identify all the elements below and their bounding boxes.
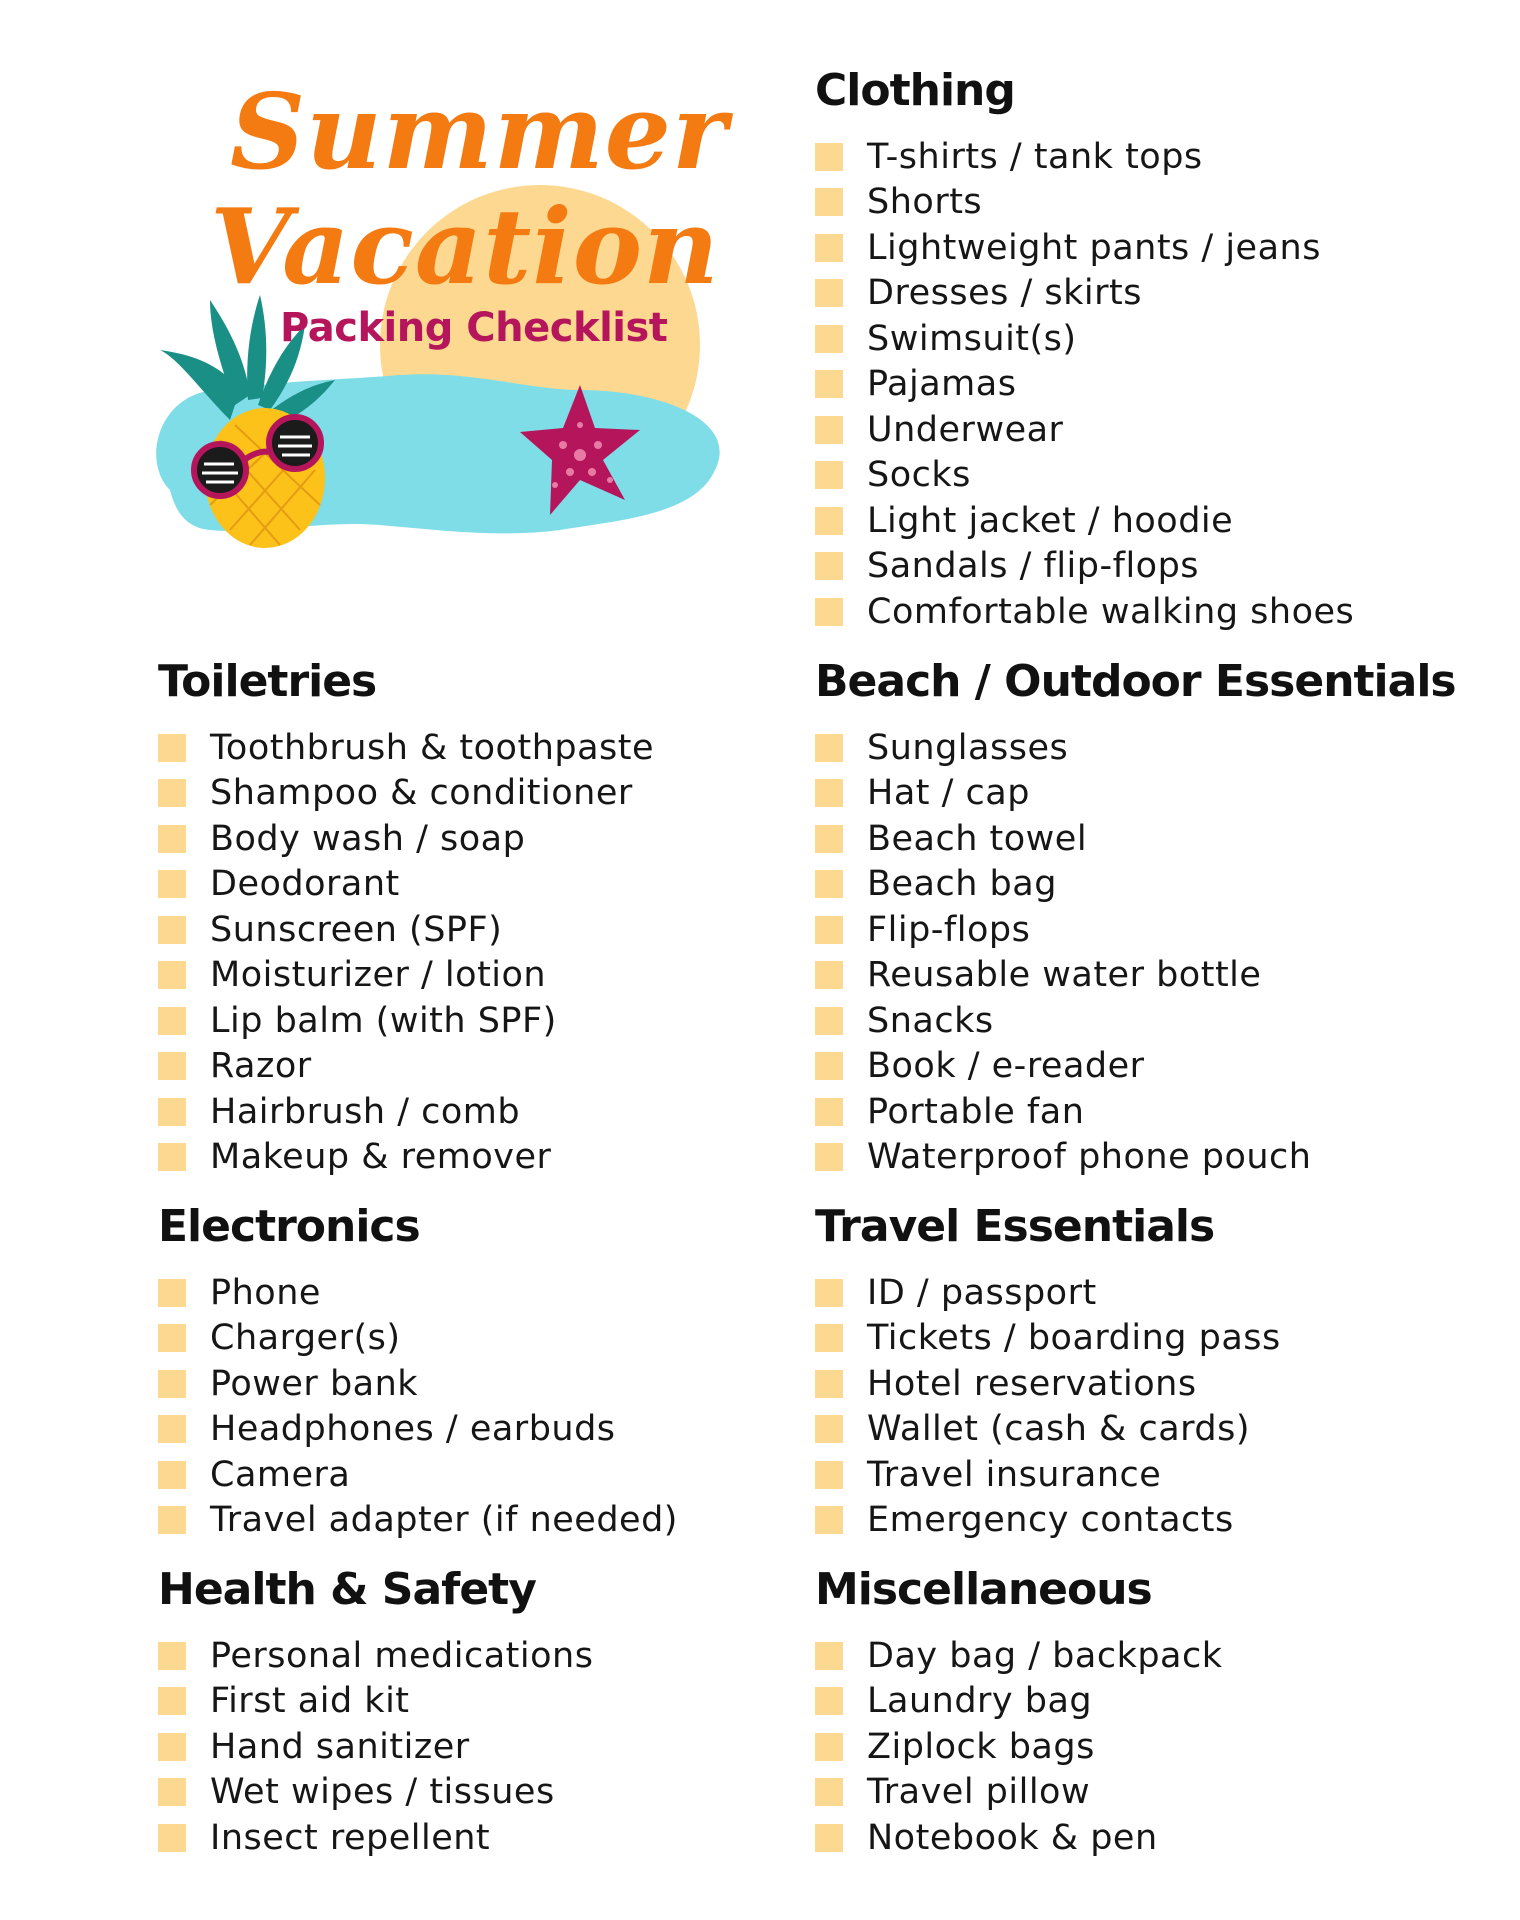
checklist-item[interactable] bbox=[158, 953, 654, 999]
checkbox[interactable] bbox=[158, 1778, 186, 1806]
item-label: Sunglasses bbox=[867, 727, 1069, 768]
item-label: T-shirts / tank tops bbox=[867, 136, 1203, 177]
checkbox[interactable] bbox=[158, 1642, 186, 1670]
checklist-item[interactable] bbox=[815, 907, 1456, 953]
checklist-item[interactable] bbox=[815, 725, 1456, 771]
checklist-item[interactable] bbox=[158, 1044, 654, 1090]
checklist-item[interactable] bbox=[815, 1407, 1281, 1453]
checklist bbox=[158, 1270, 678, 1543]
item-label: Dresses / skirts bbox=[867, 273, 1142, 314]
section-toiletries bbox=[158, 653, 654, 1180]
item-label: Tickets / boarding pass bbox=[867, 1318, 1281, 1359]
checklist-item[interactable] bbox=[815, 1135, 1456, 1181]
item-label: Snacks bbox=[867, 1000, 994, 1041]
checkbox[interactable] bbox=[815, 1324, 843, 1352]
hero-illustration bbox=[140, 60, 740, 580]
checkbox[interactable] bbox=[815, 1461, 843, 1489]
item-label: Book / e-reader bbox=[867, 1046, 1145, 1087]
checkbox[interactable] bbox=[815, 825, 843, 853]
checkbox[interactable] bbox=[815, 234, 843, 262]
checkbox[interactable] bbox=[158, 1733, 186, 1761]
checkbox[interactable] bbox=[158, 1007, 186, 1035]
title-line-1: Summer bbox=[230, 70, 728, 193]
checklist-item[interactable] bbox=[815, 816, 1456, 862]
checklist bbox=[815, 1270, 1281, 1543]
item-label: Reusable water bottle bbox=[867, 955, 1262, 996]
checklist-item[interactable] bbox=[815, 1498, 1281, 1544]
checklist bbox=[815, 134, 1354, 635]
item-label: Laundry bag bbox=[867, 1681, 1093, 1722]
item-label: Shorts bbox=[867, 182, 983, 223]
item-label: ID / passport bbox=[867, 1272, 1097, 1313]
checklist-item[interactable] bbox=[815, 1089, 1456, 1135]
item-label: Insect repellent bbox=[210, 1817, 491, 1858]
checklist-item[interactable] bbox=[815, 862, 1456, 908]
checklist-item[interactable] bbox=[158, 998, 654, 1044]
item-label: Headphones / earbuds bbox=[210, 1409, 616, 1450]
checkbox[interactable] bbox=[815, 279, 843, 307]
item-label: Camera bbox=[210, 1454, 351, 1495]
checklist-item[interactable] bbox=[815, 453, 1354, 499]
item-label: Underwear bbox=[867, 409, 1064, 450]
checklist-item[interactable] bbox=[158, 1633, 593, 1679]
item-label: Ziplock bags bbox=[867, 1726, 1095, 1767]
section-travel-essentials bbox=[815, 1198, 1281, 1543]
checklist-item[interactable] bbox=[158, 1270, 678, 1316]
checklist-item[interactable] bbox=[815, 362, 1354, 408]
checklist-item[interactable] bbox=[815, 1316, 1281, 1362]
checkbox[interactable] bbox=[815, 1052, 843, 1080]
checklist bbox=[815, 725, 1456, 1180]
item-label: Travel adapter (if needed) bbox=[210, 1500, 678, 1541]
checkbox[interactable] bbox=[815, 1007, 843, 1035]
checkbox[interactable] bbox=[815, 1778, 843, 1806]
checkbox[interactable] bbox=[815, 188, 843, 216]
item-label: Hairbrush / comb bbox=[210, 1091, 521, 1132]
checklist-item[interactable] bbox=[158, 1316, 678, 1362]
checkbox[interactable] bbox=[815, 1098, 843, 1126]
checklist-item[interactable] bbox=[158, 1815, 593, 1861]
checkbox[interactable] bbox=[815, 779, 843, 807]
checkbox[interactable] bbox=[815, 552, 843, 580]
item-label: Power bank bbox=[210, 1363, 419, 1404]
checklist-item[interactable] bbox=[815, 998, 1456, 1044]
checkbox[interactable] bbox=[815, 961, 843, 989]
section-title: Miscellaneous bbox=[815, 1564, 1152, 1615]
item-label: Body wash / soap bbox=[210, 818, 526, 859]
item-label: Waterproof phone pouch bbox=[867, 1137, 1312, 1178]
title-line-2: Vacation bbox=[210, 185, 720, 308]
item-label: Light jacket / hoodie bbox=[867, 500, 1234, 541]
checkbox[interactable] bbox=[815, 1279, 843, 1307]
checklist-item[interactable] bbox=[815, 407, 1354, 453]
checkbox[interactable] bbox=[815, 1687, 843, 1715]
checklist-item[interactable] bbox=[158, 1498, 678, 1544]
section-title: Travel Essentials bbox=[815, 1201, 1215, 1252]
checklist-item[interactable] bbox=[815, 225, 1354, 271]
checklist-item[interactable] bbox=[815, 316, 1354, 362]
checklist-item[interactable] bbox=[158, 1407, 678, 1453]
checkbox[interactable] bbox=[815, 370, 843, 398]
checklist-item[interactable] bbox=[158, 1679, 593, 1725]
checkbox[interactable] bbox=[158, 1824, 186, 1852]
checklist-item[interactable] bbox=[815, 1361, 1281, 1407]
checkbox[interactable] bbox=[158, 1415, 186, 1443]
checkbox[interactable] bbox=[158, 916, 186, 944]
item-label: Hotel reservations bbox=[867, 1363, 1197, 1404]
section-electronics bbox=[158, 1198, 678, 1543]
item-label: Travel pillow bbox=[867, 1772, 1091, 1813]
checklist-item[interactable] bbox=[815, 544, 1354, 590]
checklist-item[interactable] bbox=[158, 1770, 593, 1816]
item-label: Notebook & pen bbox=[867, 1817, 1158, 1858]
subtitle: Packing Checklist bbox=[280, 305, 668, 351]
checklist-item[interactable] bbox=[815, 1452, 1281, 1498]
item-label: Pajamas bbox=[867, 364, 1017, 405]
item-label: Personal medications bbox=[210, 1635, 594, 1676]
checkbox[interactable] bbox=[158, 1461, 186, 1489]
checkbox[interactable] bbox=[158, 870, 186, 898]
checkbox[interactable] bbox=[158, 1098, 186, 1126]
checklist-item[interactable] bbox=[815, 589, 1354, 635]
checklist-item[interactable] bbox=[815, 1270, 1281, 1316]
item-label: Makeup & remover bbox=[210, 1137, 552, 1178]
checklist-item[interactable] bbox=[158, 1452, 678, 1498]
item-label: Shampoo & conditioner bbox=[210, 773, 633, 814]
checkbox[interactable] bbox=[158, 1052, 186, 1080]
section-clothing bbox=[815, 62, 1354, 635]
section-title: Health & Safety bbox=[158, 1564, 536, 1615]
item-label: Hand sanitizer bbox=[210, 1726, 470, 1767]
item-label: Swimsuit(s) bbox=[867, 318, 1077, 359]
checklist-item[interactable] bbox=[815, 953, 1456, 999]
checkbox[interactable] bbox=[815, 734, 843, 762]
checkbox[interactable] bbox=[158, 1687, 186, 1715]
checkbox[interactable] bbox=[815, 1733, 843, 1761]
checkbox[interactable] bbox=[158, 1143, 186, 1171]
checklist-item[interactable] bbox=[815, 1044, 1456, 1090]
section-title: Toiletries bbox=[158, 656, 377, 707]
checklist-item[interactable] bbox=[815, 134, 1354, 180]
item-label: Moisturizer / lotion bbox=[210, 955, 547, 996]
item-label: Emergency contacts bbox=[867, 1500, 1234, 1541]
item-label: Comfortable walking shoes bbox=[867, 591, 1355, 632]
item-label: Sandals / flip-flops bbox=[867, 546, 1200, 587]
checklist-item[interactable] bbox=[158, 1089, 654, 1135]
checkbox[interactable] bbox=[158, 734, 186, 762]
checkbox[interactable] bbox=[815, 1370, 843, 1398]
checklist-item[interactable] bbox=[815, 498, 1354, 544]
item-label: Travel insurance bbox=[867, 1454, 1162, 1495]
checkbox[interactable] bbox=[815, 143, 843, 171]
item-label: Deodorant bbox=[210, 864, 400, 905]
checklist-item[interactable] bbox=[815, 1770, 1223, 1816]
item-label: Toothbrush & toothpaste bbox=[210, 727, 655, 768]
checklist bbox=[158, 1633, 593, 1861]
checklist-item[interactable] bbox=[158, 771, 654, 817]
checkbox[interactable] bbox=[815, 1642, 843, 1670]
checklist-item[interactable] bbox=[815, 1633, 1223, 1679]
item-label: Beach bag bbox=[867, 864, 1057, 905]
checklist-item[interactable] bbox=[158, 1135, 654, 1181]
checkbox[interactable] bbox=[815, 916, 843, 944]
item-label: Razor bbox=[210, 1046, 312, 1087]
item-label: Day bag / backpack bbox=[867, 1635, 1223, 1676]
item-label: Lightweight pants / jeans bbox=[867, 227, 1321, 268]
item-label: Phone bbox=[210, 1272, 321, 1313]
item-label: Socks bbox=[867, 455, 971, 496]
checkbox[interactable] bbox=[815, 416, 843, 444]
checkbox[interactable] bbox=[815, 870, 843, 898]
checklist-item[interactable] bbox=[815, 1724, 1223, 1770]
section-title: Beach / Outdoor Essentials bbox=[815, 656, 1456, 707]
section-miscellaneous bbox=[815, 1561, 1223, 1861]
checklist-item[interactable] bbox=[815, 271, 1354, 317]
item-label: Charger(s) bbox=[210, 1318, 401, 1359]
checkbox[interactable] bbox=[158, 961, 186, 989]
checkbox[interactable] bbox=[158, 779, 186, 807]
checkbox[interactable] bbox=[158, 1506, 186, 1534]
checkbox[interactable] bbox=[815, 461, 843, 489]
item-label: Sunscreen (SPF) bbox=[210, 909, 503, 950]
checklist-item[interactable] bbox=[158, 725, 654, 771]
checklist-item[interactable] bbox=[815, 180, 1354, 226]
checklist-item[interactable] bbox=[158, 816, 654, 862]
item-label: Hat / cap bbox=[867, 773, 1030, 814]
item-label: Wallet (cash & cards) bbox=[867, 1409, 1251, 1450]
checkbox[interactable] bbox=[815, 1415, 843, 1443]
item-label: Wet wipes / tissues bbox=[210, 1772, 555, 1813]
checklist-item[interactable] bbox=[815, 1679, 1223, 1725]
item-label: Flip-flops bbox=[867, 909, 1031, 950]
checklist-item[interactable] bbox=[158, 1361, 678, 1407]
checkbox[interactable] bbox=[815, 507, 843, 535]
checkbox[interactable] bbox=[815, 325, 843, 353]
checkbox[interactable] bbox=[815, 1824, 843, 1852]
checklist-item[interactable] bbox=[158, 862, 654, 908]
checkbox[interactable] bbox=[158, 1324, 186, 1352]
checklist-item[interactable] bbox=[815, 1815, 1223, 1861]
checklist bbox=[158, 725, 654, 1180]
item-label: Lip balm (with SPF) bbox=[210, 1000, 557, 1041]
checkbox[interactable] bbox=[158, 1370, 186, 1398]
item-label: First aid kit bbox=[210, 1681, 410, 1722]
checkbox[interactable] bbox=[815, 1143, 843, 1171]
item-label: Portable fan bbox=[867, 1091, 1085, 1132]
section-title: Electronics bbox=[158, 1201, 420, 1252]
item-label: Beach towel bbox=[867, 818, 1088, 859]
checklist-item[interactable] bbox=[158, 907, 654, 953]
checklist-item[interactable] bbox=[158, 1724, 593, 1770]
checklist-item[interactable] bbox=[815, 771, 1456, 817]
section-health-safety bbox=[158, 1561, 593, 1861]
section-title: Clothing bbox=[815, 65, 1015, 116]
checkbox[interactable] bbox=[158, 825, 186, 853]
checkbox[interactable] bbox=[158, 1279, 186, 1307]
checklist bbox=[815, 1633, 1223, 1861]
checkbox[interactable] bbox=[815, 598, 843, 626]
checkbox[interactable] bbox=[815, 1506, 843, 1534]
section-beach-outdoor bbox=[815, 653, 1456, 1180]
